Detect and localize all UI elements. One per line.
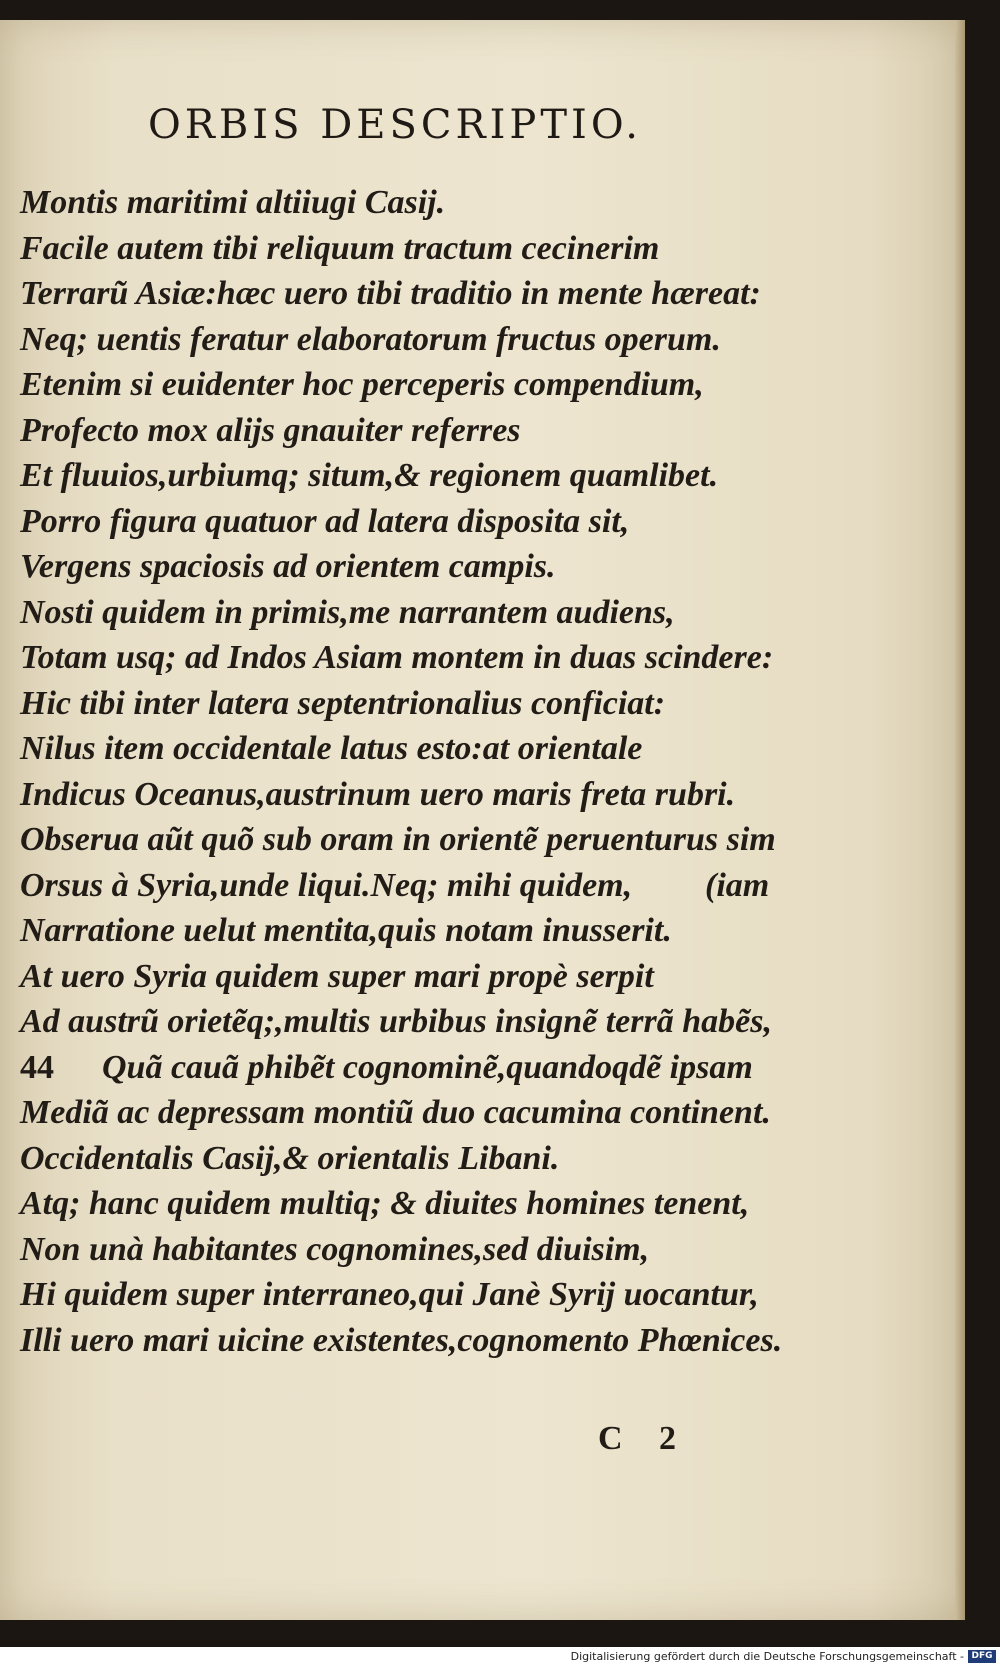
verse-line-text: Montis maritimi altiiugi Casij. (20, 184, 446, 221)
verse-line (20, 635, 810, 681)
verse-line-text: Nosti quidem in primis,me narrantem audiens, (20, 593, 675, 631)
continuation-mark: (iam (705, 866, 770, 904)
verse-line-text: Nilus item occidentale latus esto:at orientale (20, 730, 643, 767)
book-page (0, 20, 965, 1620)
verse-line (20, 180, 810, 226)
verse-line-text: Quã cauã phibẽt cognominẽ,quandoqdẽ ipsam (102, 1048, 753, 1086)
verse-line (20, 1090, 810, 1136)
verse-line-text: Etenim si euidenter hoc perceperis compendium, (20, 366, 704, 403)
footer-credit: Digitalisierung gefördert durch die Deutsche Forschungsgemeinschaft - (570, 1650, 964, 1663)
verse-line (20, 499, 810, 545)
verse-line-text: Profecto mox alijs gnauiter referres (20, 411, 521, 449)
verse-line (20, 772, 810, 818)
verse-line (20, 817, 810, 863)
verse-line (20, 271, 810, 317)
verse-line-text: Neq; uentis feratur elaboratorum fructus operum. (20, 320, 721, 358)
verse-line (20, 1045, 810, 1091)
verse-line-text: Hic tibi inter latera septentrionalius conficiat: (20, 684, 666, 722)
verse-line (20, 1181, 810, 1227)
verse-line-text: Non unà habitantes cognomines,sed diuisim, (20, 1230, 650, 1268)
verse-text-block (20, 180, 810, 1363)
page-edge (955, 20, 965, 1620)
verse-line (20, 726, 810, 772)
verse-line (20, 1136, 810, 1182)
verse-line (20, 590, 810, 636)
verse-line-text: Vergens spaciosis ad orientem campis. (20, 548, 556, 585)
verse-line-text: Orsus à Syria,unde liqui.Neq; mihi quidem, (20, 866, 633, 904)
verse-line-text: Occidentalis Casij,& orientalis Libani. (20, 1139, 560, 1177)
verse-line (20, 1227, 810, 1273)
verse-line (20, 453, 810, 499)
verse-line-text: Et fluuios,urbiumq; situm,& regionem quamlibet. (20, 457, 719, 494)
verse-line (20, 317, 810, 363)
verse-line-text: Atq; hanc quidem multiq; & diuites homines tenent, (20, 1185, 750, 1222)
verse-line-text: Obserua aũt quõ sub oram in orientẽ peruenturus sim (20, 821, 776, 858)
verse-line-text: Illi uero mari uicine existentes,cognomento Phœnices. (20, 1321, 783, 1359)
verse-line-text: Terrarũ Asiæ:hæc uero tibi traditio in mente hæreat: (20, 275, 761, 312)
verse-line (20, 1272, 810, 1318)
dfg-logo: DFG (968, 1650, 996, 1663)
running-head: ORBIS DESCRIPTIO. (148, 102, 642, 148)
verse-line (20, 681, 810, 727)
verse-line-text: Facile autem tibi reliquum tractum cecinerim (20, 229, 660, 267)
verse-line (20, 362, 810, 408)
verse-line-text: At uero Syria quidem super mari propè serpit (20, 957, 654, 995)
verse-line-text: Hi quidem super interraneo,qui Janè Syrij uocantur, (20, 1276, 759, 1313)
verse-line-text: Mediã ac depressam montiũ duo cacumina continent. (20, 1094, 771, 1131)
verse-line-text: Totam usq; ad Indos Asiam montem in duas scindere: (20, 639, 774, 676)
verse-line (20, 999, 810, 1045)
verse-line (20, 954, 810, 1000)
verse-line (20, 908, 810, 954)
verse-line-text: Narratione uelut mentita,quis notam inusserit. (20, 912, 672, 949)
verse-line (20, 544, 810, 590)
verse-line (20, 226, 810, 272)
verse-line (20, 408, 810, 454)
verse-line-text: Indicus Oceanus,austrinum uero maris freta rubri. (20, 775, 736, 813)
verse-line-text: Porro figura quatuor ad latera disposita sit, (20, 502, 630, 540)
verse-line (20, 1318, 810, 1364)
verse-line-text: Ad austrũ orietẽq;,multis urbibus insignẽ terrã habẽs, (20, 1003, 772, 1040)
verse-line (20, 863, 810, 909)
footer-strip (0, 1647, 1000, 1667)
margin-line-number: 44 (20, 1048, 54, 1086)
signature-mark: C 2 (598, 1420, 691, 1457)
